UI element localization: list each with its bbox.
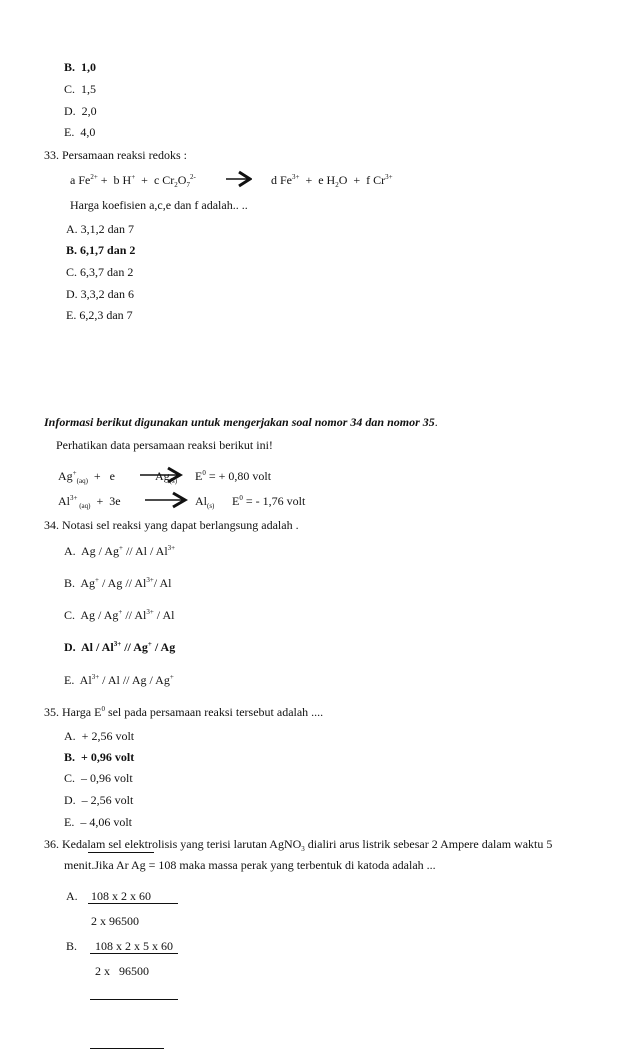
q36-option-a-letter: A. xyxy=(66,889,78,903)
reaction2-left: $Al^{3+}$ $_{(aq)}$ + 3e xyxy=(58,494,121,510)
reaction1-left: $Ag^+_{(aq)} + e$ xyxy=(58,469,115,485)
q36-underline xyxy=(88,852,154,853)
q36-option-a-fraction-bar xyxy=(88,903,178,904)
q33-option-c: C. 6,3,7 dan 2 xyxy=(66,265,134,279)
reaction1-potential: $E^0$ = + 0,80 volt xyxy=(195,469,272,483)
q33-equation-right: d $Fe^{3+} + e$ $H_2O + f$ $Cr^{3+}$ xyxy=(271,173,393,189)
answer-blank-line xyxy=(90,1048,164,1049)
reaction-arrow-icon xyxy=(140,465,184,485)
q32-option-e: E. 4,0 xyxy=(64,125,96,139)
q35-option-c: C. – 0,96 volt xyxy=(64,771,133,785)
answer-blank-line xyxy=(90,999,178,1000)
q33-stem: 33. Persamaan reaksi redoks : xyxy=(44,148,187,162)
q36-option-a-denominator: 2 x 96500 xyxy=(91,914,139,928)
q35-option-e: E. – 4,06 volt xyxy=(64,815,133,829)
q32-option-d: D. 2,0 xyxy=(64,104,97,118)
q34-stem: 34. Notasi sel reaksi yang dapat berlangsung adalah . xyxy=(44,518,299,532)
reaction-arrow-icon xyxy=(226,170,252,188)
q32-option-c: C. 1,5 xyxy=(64,82,97,96)
q36-stem-line2: menit.Jika Ar Ag = 108 maka massa perak yang terbentuk di katoda adalah ... xyxy=(64,858,436,872)
q32-option-b: B. 1,0 xyxy=(64,60,97,74)
q34-option-a: A. Ag / Ag+ // Al / $Al^{3+}$ xyxy=(64,544,176,558)
q34-option-c: C. Ag / $Ag^+ // Al^{3+}$ / Al xyxy=(64,608,175,622)
q34-option-d: D. Al / $Al^{3+} // Ag^+$ / Ag xyxy=(64,640,176,654)
q35-option-d: D. – 2,56 volt xyxy=(64,793,134,807)
q33-option-e: E. 6,2,3 dan 7 xyxy=(66,308,133,322)
q33-option-b: B. 6,1,7 dan 2 xyxy=(66,243,136,257)
q33-prompt: Harga koefisien a,c,e dan f adalah.. .. xyxy=(70,198,248,212)
q34-option-b: B. Ag+ / Ag // $Al^{3+}/$ Al xyxy=(64,576,172,590)
q34-option-e: E. $Al^{3+}$ / Al // Ag / Ag+ xyxy=(64,673,174,687)
info-heading: Informasi berikut digunakan untuk mengerjakan soal nomor 34 dan nomor 35. xyxy=(44,415,438,429)
q35-option-b: B. + 0,96 volt xyxy=(64,750,135,764)
q35-stem: 35. Harga $E^0$ sel pada persamaan reaksi tersebut adalah .... xyxy=(44,705,324,719)
q33-option-d: D. 3,3,2 dan 6 xyxy=(66,287,134,301)
reaction2-product: $Al_{(s)}$ xyxy=(195,494,215,510)
q36-stem-line1: 36. Kedalam sel elektrolisis yang terisi larutan AgNO$_3$ dialiri arus listrik sebesar 2 Ampere dalam waktu 5 xyxy=(44,837,553,853)
reaction-arrow-icon xyxy=(145,490,189,510)
q36-option-b-letter: B. xyxy=(66,939,78,953)
q36-option-b-numerator: 108 x 2 x 5 x 60 xyxy=(95,939,173,953)
q33-option-a: A. 3,1,2 dan 7 xyxy=(66,222,134,236)
q33-equation-left: a $Fe^{2+} + b$ H+ + c $Cr_2O_7^{2-}$ xyxy=(70,173,196,189)
reaction1-product: $Ag_{(s)}$ xyxy=(155,469,178,485)
q35-option-a: A. + 2,56 volt xyxy=(64,729,135,743)
q36-option-b-denominator: 2 x 96500 xyxy=(95,964,149,978)
q36-option-b-fraction-bar xyxy=(90,953,178,954)
q36-option-a-numerator: 108 x 2 x 60 xyxy=(91,889,151,903)
info-intro: Perhatikan data persamaan reaksi berikut ini! xyxy=(56,438,273,452)
reaction2-potential: $E^0$ = - 1,76 volt xyxy=(232,494,306,508)
